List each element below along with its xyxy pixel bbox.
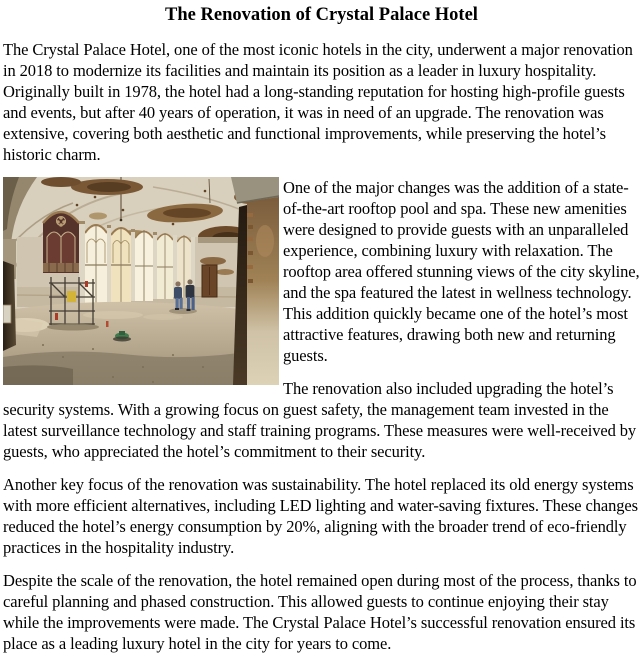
paragraph-conclusion: Despite the scale of the renovation, the hotel remained open during most of the process, thanks to careful planning and phased construction. This allowed guests to continue enjoying their stay while the improvements were made. The Crystal Palace Hotel’s successful renovation ensured its place as a leading luxury hotel in the city for years to come.	[3, 571, 637, 653]
paragraph-sustainability: Another key focus of the renovation was sustainability. The hotel replaced its old energy systems with more efficient alternatives, including LED lighting and water-saving fixtures. These changes reduced the hotel’s energy consumption by 20%, aligning with the broader trend of eco-friendly practices in the hospitality industry.	[3, 475, 638, 557]
article-title: The Renovation of Crystal Palace Hotel	[165, 5, 478, 25]
paragraph-security: The renovation also included upgrading the hotel’s security systems. With a growing focus on guest safety, the management team invested in the latest surveillance technology and staff training programs. These measures were well-received by guests, who appreciated the hotel’s commitment to their security.	[3, 379, 637, 461]
paragraph-intro: The Crystal Palace Hotel, one of the most iconic hotels in the city, underwent a major renovation in 2018 to modernize its facilities and maintain its position as a leader in luxury hospitality. Originally built in 1978, the hotel had a long-standing reputation for hosting high-profile guests and events, but after 40 years of operation, it was in need of an upgrade. The renovation was extensive, covering both aesthetic and functional improvements, while preserving the hotel’s historic charm.	[3, 40, 633, 164]
article-photo	[3, 177, 279, 385]
left-wall-shadow	[3, 239, 16, 351]
ballroom-renovation-image	[3, 177, 279, 385]
paragraph-rooftop: One of the major changes was the addition of a state-of-the-art rooftop pool and spa. These new amenities were designed to provide guests with an unparalleled experience, combining luxury with relaxation. The rooftop area offered stunning views of the city skyline, and the spa featured the latest in wellness technology. This addition quickly became one of the hotel’s most attractive features, drawing both new and returning guests.	[283, 178, 640, 365]
floor	[3, 302, 239, 385]
document-page	[0, 3, 643, 654]
